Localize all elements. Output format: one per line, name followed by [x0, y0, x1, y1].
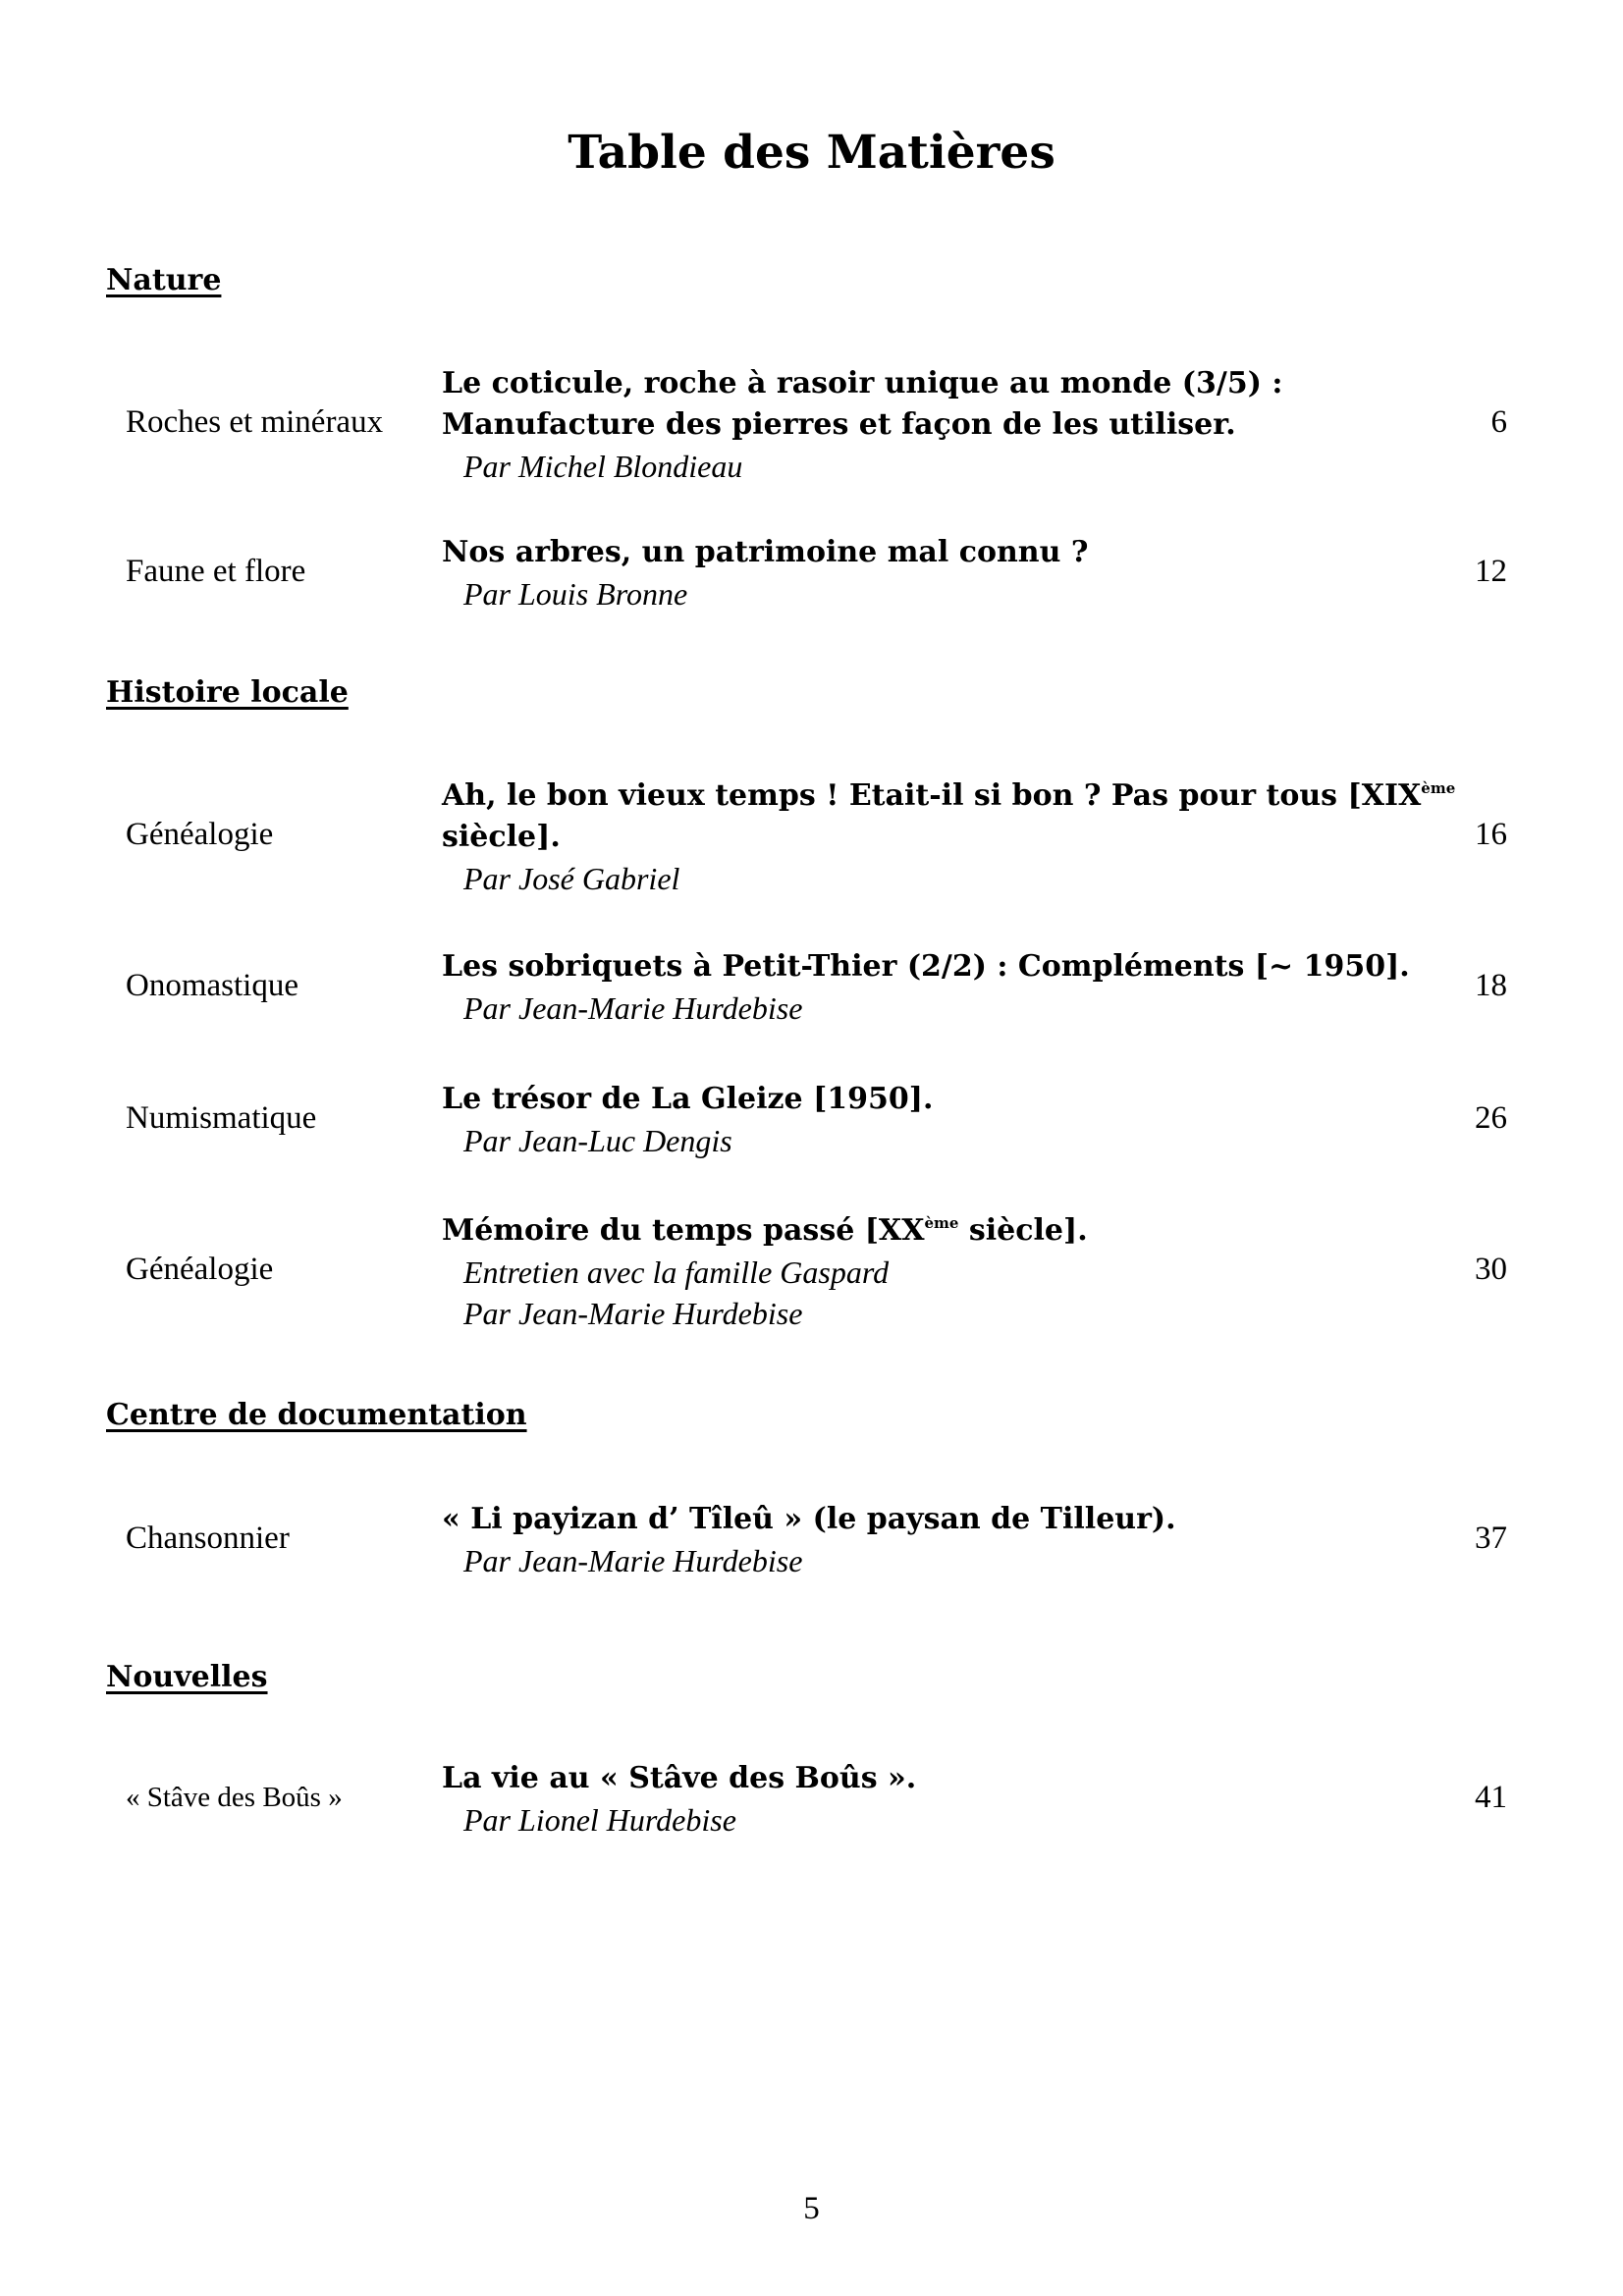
entry-page-number: 12 [1475, 554, 1507, 589]
entry-category: Roches et minéraux [126, 404, 384, 440]
entry-body [442, 1758, 1463, 1841]
entry-author: Par Lionel Hurdebise [463, 1802, 736, 1838]
entry-body [442, 532, 1463, 614]
page-title: Table des Matières [568, 126, 1055, 180]
entry-body [442, 775, 1463, 899]
entry-title: Le trésor de La Gleize [1950]. [442, 1082, 934, 1116]
section-heading-centre-de-documentation: Centre de documentation [106, 1398, 527, 1432]
entry-title: Le coticule, roche à rasoir unique au monde (3/5) : [442, 366, 1283, 400]
entry-category: « Stâve des Boûs » [126, 1782, 343, 1813]
entry-title: Nos arbres, un patrimoine mal connu ? [442, 535, 1089, 569]
entry-category: Onomastique [126, 968, 298, 1003]
entry-body [442, 363, 1463, 487]
entry-author: Par Jean-Marie Hurdebise [463, 1296, 803, 1331]
entry-page-number: 30 [1475, 1252, 1507, 1287]
entry-title: Les sobriquets à Petit-Thier (2/2) : Compléments [~ 1950]. [442, 949, 1410, 984]
entry-title: Manufacture des pierres et façon de les utiliser. [442, 407, 1236, 442]
footer-page-number: 5 [803, 2191, 820, 2226]
entry-page-number: 26 [1475, 1100, 1507, 1136]
entry-category: Chansonnier [126, 1521, 290, 1556]
entry-category: Généalogie [126, 1252, 274, 1287]
entry-category: Généalogie [126, 817, 274, 852]
entry-title: Ah, le bon vieux temps ! Etait-il si bon ? Pas pour tous [XIXème [442, 778, 1456, 813]
entry-page-number: 41 [1475, 1780, 1507, 1815]
entry-category: Faune et flore [126, 554, 306, 589]
entry-body [442, 946, 1463, 1029]
entry-author: Par Michel Blondieau [463, 449, 743, 484]
section-heading-histoire-locale: Histoire locale [106, 675, 349, 710]
section-heading-nature: Nature [106, 263, 222, 297]
entry-category: Numismatique [126, 1100, 317, 1136]
entry-page-number: 16 [1475, 817, 1507, 852]
entry-author: Par Jean-Marie Hurdebise [463, 1543, 803, 1578]
entry-page-number: 37 [1475, 1521, 1507, 1556]
entry-author: Par José Gabriel [463, 861, 680, 896]
entry-body [442, 1499, 1463, 1581]
entry-title: « Li payizan d’ Tîleû » (le paysan de Tilleur). [442, 1502, 1176, 1536]
entry-title: Mémoire du temps passé [XXème siècle]. [442, 1213, 1088, 1248]
entry-page-number: 18 [1475, 968, 1507, 1003]
entry-page-number: 6 [1490, 404, 1507, 440]
entry-body [442, 1079, 1463, 1161]
entry-author: Par Louis Bronne [463, 576, 688, 612]
entry-title: siècle]. [442, 820, 561, 854]
section-heading-nouvelles: Nouvelles [106, 1660, 268, 1694]
entry-title: La vie au « Stâve des Boûs ». [442, 1761, 917, 1795]
entry-subtitle: Entretien avec la famille Gaspard [463, 1255, 890, 1290]
entry-author: Par Jean-Marie Hurdebise [463, 990, 803, 1026]
entry-author: Par Jean-Luc Dengis [463, 1123, 732, 1158]
entry-body [442, 1210, 1463, 1334]
